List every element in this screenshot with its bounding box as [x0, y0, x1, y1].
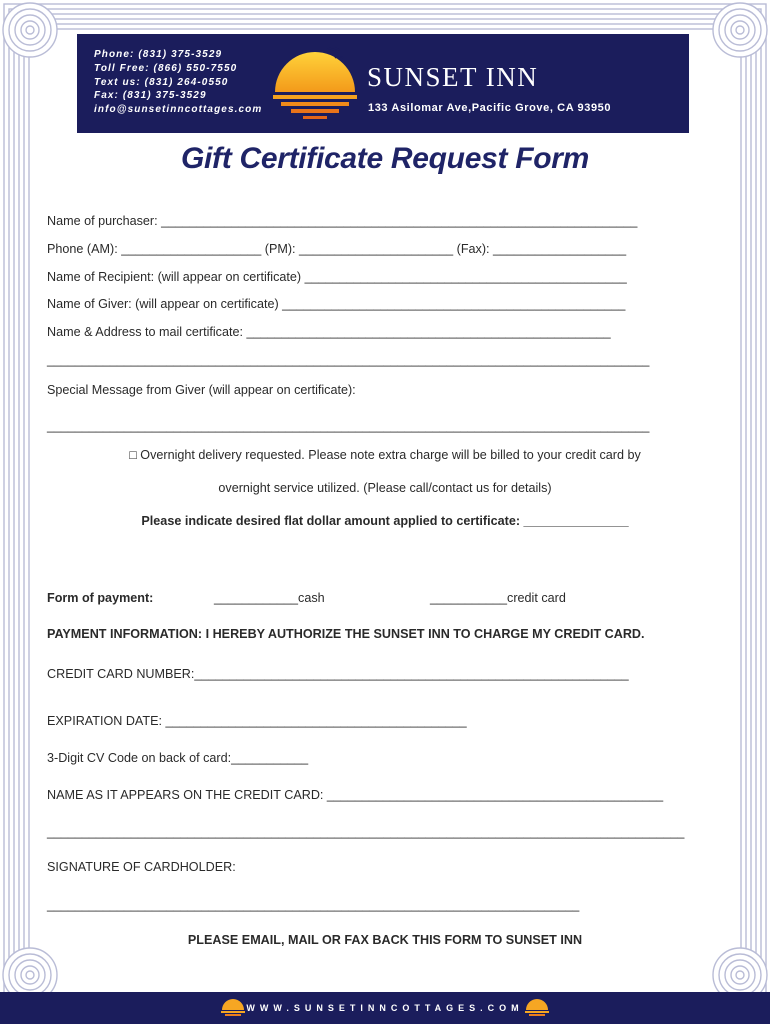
footer-bar — [0, 992, 770, 1024]
name-on-card-field[interactable]: NAME AS IT APPEARS ON THE CREDIT CARD: ________________________________________________ — [47, 788, 664, 802]
amount-field[interactable]: Please indicate desired flat dollar amount applied to certificate: _______________ — [141, 514, 629, 528]
special-message-label: Special Message from Giver (will appear on certificate): — [47, 383, 356, 397]
form-title: Gift Certificate Request Form — [180, 142, 590, 175]
cv-code-field[interactable]: 3-Digit CV Code on back of card:___________ — [47, 751, 309, 765]
purchaser-name-field[interactable]: Name of purchaser: ____________________________________________________________________ — [47, 214, 638, 228]
overnight-delivery-note: overnight service utilized. (Please call/contact us for details) — [218, 481, 552, 495]
mail-address-field[interactable]: Name & Address to mail certificate: ____________________________________________________ — [47, 325, 611, 339]
send-back-instruction: PLEASE EMAIL, MAIL OR FAX BACK THIS FORM TO SUNSET INN — [187, 933, 583, 947]
phone-fields[interactable]: Phone (AM): ____________________ (PM): ______________________ (Fax): ___________________ — [47, 242, 627, 256]
expiration-date-field[interactable]: EXPIRATION DATE: ___________________________________________ — [47, 714, 467, 728]
contact-info — [94, 48, 262, 117]
payment-credit-card-option[interactable]: ___________credit card — [430, 591, 566, 605]
signature-label: SIGNATURE OF CARDHOLDER: — [47, 860, 236, 874]
sun-icon — [524, 998, 550, 1018]
brand-name: SUNSET INN — [367, 62, 539, 92]
contact-phone: Phone: (831) 375-3529 — [94, 49, 223, 60]
contact-text: Text us: (831) 264-0550 — [94, 76, 229, 88]
payment-authorization: PAYMENT INFORMATION: I HEREBY AUTHORIZE THE SUNSET INN TO CHARGE MY CREDIT CARD. — [47, 627, 645, 641]
recipient-name-field[interactable]: Name of Recipient: (will appear on certificate) ______________________________________________ — [47, 270, 627, 284]
inn-address: 133 Asilomar Ave,Pacific Grove, CA 93950 — [368, 102, 612, 114]
payment-form-label: Form of payment: — [47, 591, 154, 605]
credit-card-number-field[interactable]: CREDIT CARD NUMBER:______________________________________________________________ — [47, 667, 629, 681]
website-link[interactable]: WWW.SUNSETINNCOTTAGES.COM — [246, 1003, 524, 1013]
payment-cash-option[interactable]: ____________cash — [214, 591, 325, 605]
contact-fax: Fax: (831) 375-3529 — [94, 90, 207, 102]
contact-toll-free: Toll Free: (866) 550-7550 — [94, 62, 238, 74]
header-banner — [77, 34, 689, 133]
name-on-card-field-continued[interactable]: ___________________________________________________________________________________________ — [47, 825, 685, 839]
contact-email: info@sunsetinncottages.com — [94, 104, 263, 116]
overnight-delivery-checkbox[interactable]: □ Overnight delivery requested. Please note extra charge will be billed to your credit card by — [129, 448, 641, 462]
signature-field[interactable]: ____________________________________________________________________________ — [47, 898, 580, 912]
special-message-field[interactable]: ______________________________________________________________________________________ — [47, 419, 650, 433]
sunset-logo-icon — [269, 44, 361, 124]
corner-ornament — [3, 3, 57, 57]
corner-ornament — [713, 3, 767, 57]
mail-address-field-continued[interactable]: ______________________________________________________________________________________ — [47, 353, 650, 367]
giver-name-field[interactable]: Name of Giver: (will appear on certificate) _________________________________________________ — [47, 297, 626, 311]
